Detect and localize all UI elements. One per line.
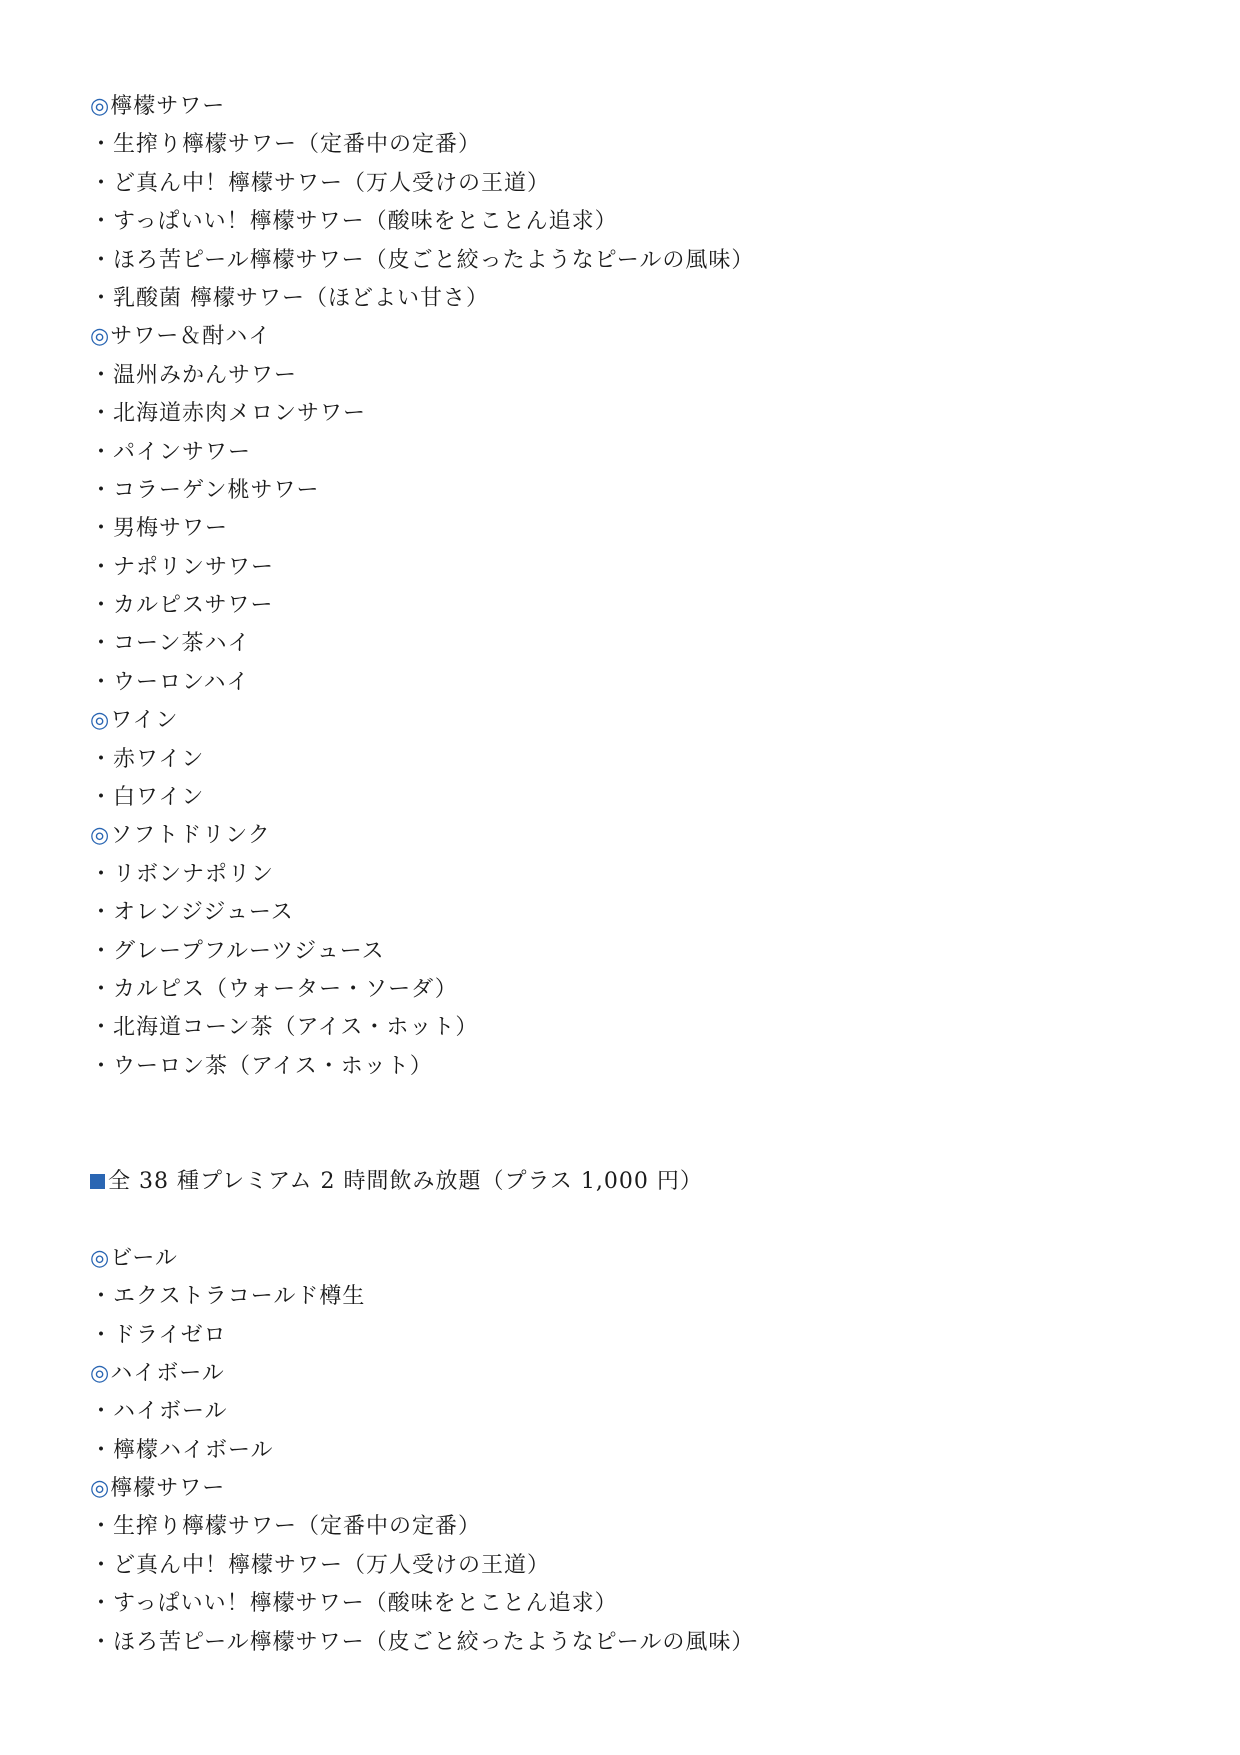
menu-item: ・すっぱいい！檸檬サワー（酸味をとことん追求） [90, 1591, 618, 1617]
premium-plan-title-text: 全 38 種プレミアム 2 時間飲み放題（プラス 1,000 円） [108, 1168, 703, 1194]
menu-item: ・ど真ん中！檸檬サワー（万人受けの王道） [90, 1552, 551, 1578]
double-circle-icon: ◎ [90, 708, 111, 734]
category-heading-text: ワイン [110, 708, 179, 734]
double-circle-icon: ◎ [90, 1245, 111, 1271]
menu-item: ・グレープフルーツジュース [90, 938, 385, 964]
double-circle-icon: ◎ [90, 94, 111, 119]
premium-plan-title [90, 1163, 1170, 1201]
category-heading-sour-chuhai [90, 318, 1170, 356]
category-heading-text: ソフトドリンク [110, 823, 271, 849]
menu-item: ・オレンジジュース [90, 900, 294, 926]
menu-item: ・北海道コーン茶（アイス・ホット） [90, 1015, 479, 1041]
category-heading-soft-drink [90, 817, 1170, 855]
menu-item: ・乳酸菌 檸檬サワー（ほどよい甘さ） [90, 285, 489, 311]
menu-item: ・エクストラコールド樽生 [90, 1284, 366, 1310]
menu-item: ・すっぱいい！檸檬サワー（酸味をとことん追求） [90, 209, 618, 235]
menu-item: ・コラーゲン桃サワー [90, 477, 320, 503]
menu-item: ・ウーロンハイ [90, 669, 250, 695]
menu-item: ・ハイボール [90, 1399, 228, 1425]
menu-item: ・檸檬ハイボール [90, 1437, 274, 1463]
category-heading-text: サワー＆酎ハイ [110, 324, 272, 350]
menu-item: ・ドライゼロ [90, 1322, 227, 1348]
menu-page [90, 88, 1170, 1662]
menu-item: ・コーン茶ハイ [90, 631, 251, 657]
menu-item: ・温州みかんサワー [90, 362, 298, 388]
category-heading-text: ビール [110, 1245, 178, 1271]
spacer [90, 1086, 1170, 1163]
category-heading-wine [90, 702, 1170, 740]
blue-square-icon [90, 1174, 105, 1189]
double-circle-icon: ◎ [90, 823, 111, 849]
menu-item: ・北海道赤肉メロンサワー [90, 401, 367, 427]
menu-item: ・生搾り檸檬サワー（定番中の定番） [90, 1514, 482, 1540]
menu-item: ・ほろ苦ピール檸檬サワー（皮ごと絞ったようなピールの風味） [90, 1629, 755, 1655]
menu-item: ・赤ワイン [90, 746, 205, 772]
category-heading-lemon-sour [90, 88, 1170, 126]
menu-item: ・生搾り檸檬サワー（定番中の定番） [90, 132, 482, 158]
menu-item: ・カルピス（ウォーター・ソーダ） [90, 976, 458, 1002]
category-heading-text: 檸檬サワー [110, 1476, 226, 1502]
menu-item: ・男梅サワー [90, 516, 229, 542]
menu-item: ・ほろ苦ピール檸檬サワー（皮ごと絞ったようなピールの風味） [90, 247, 755, 273]
menu-item: ・カルピスサワー [90, 593, 274, 619]
category-heading-highball [90, 1355, 1170, 1393]
menu-item: ・ど真ん中！檸檬サワー（万人受けの王道） [90, 170, 551, 196]
double-circle-icon: ◎ [90, 1360, 111, 1386]
menu-item: ・ナポリンサワー [90, 554, 275, 580]
double-circle-icon: ◎ [90, 324, 111, 350]
spacer [90, 1201, 1170, 1239]
menu-item: ・パインサワー [90, 439, 252, 465]
menu-item: ・白ワイン [90, 785, 205, 811]
double-circle-icon: ◎ [90, 1476, 111, 1502]
menu-item: ・リボンナポリン [90, 861, 275, 887]
category-heading-beer [90, 1240, 1170, 1278]
category-heading-text: ハイボール [110, 1360, 225, 1386]
category-heading-text: 檸檬サワー [110, 94, 226, 119]
menu-item: ・ウーロン茶（アイス・ホット） [90, 1053, 433, 1079]
category-heading-lemon-sour [90, 1470, 1170, 1508]
